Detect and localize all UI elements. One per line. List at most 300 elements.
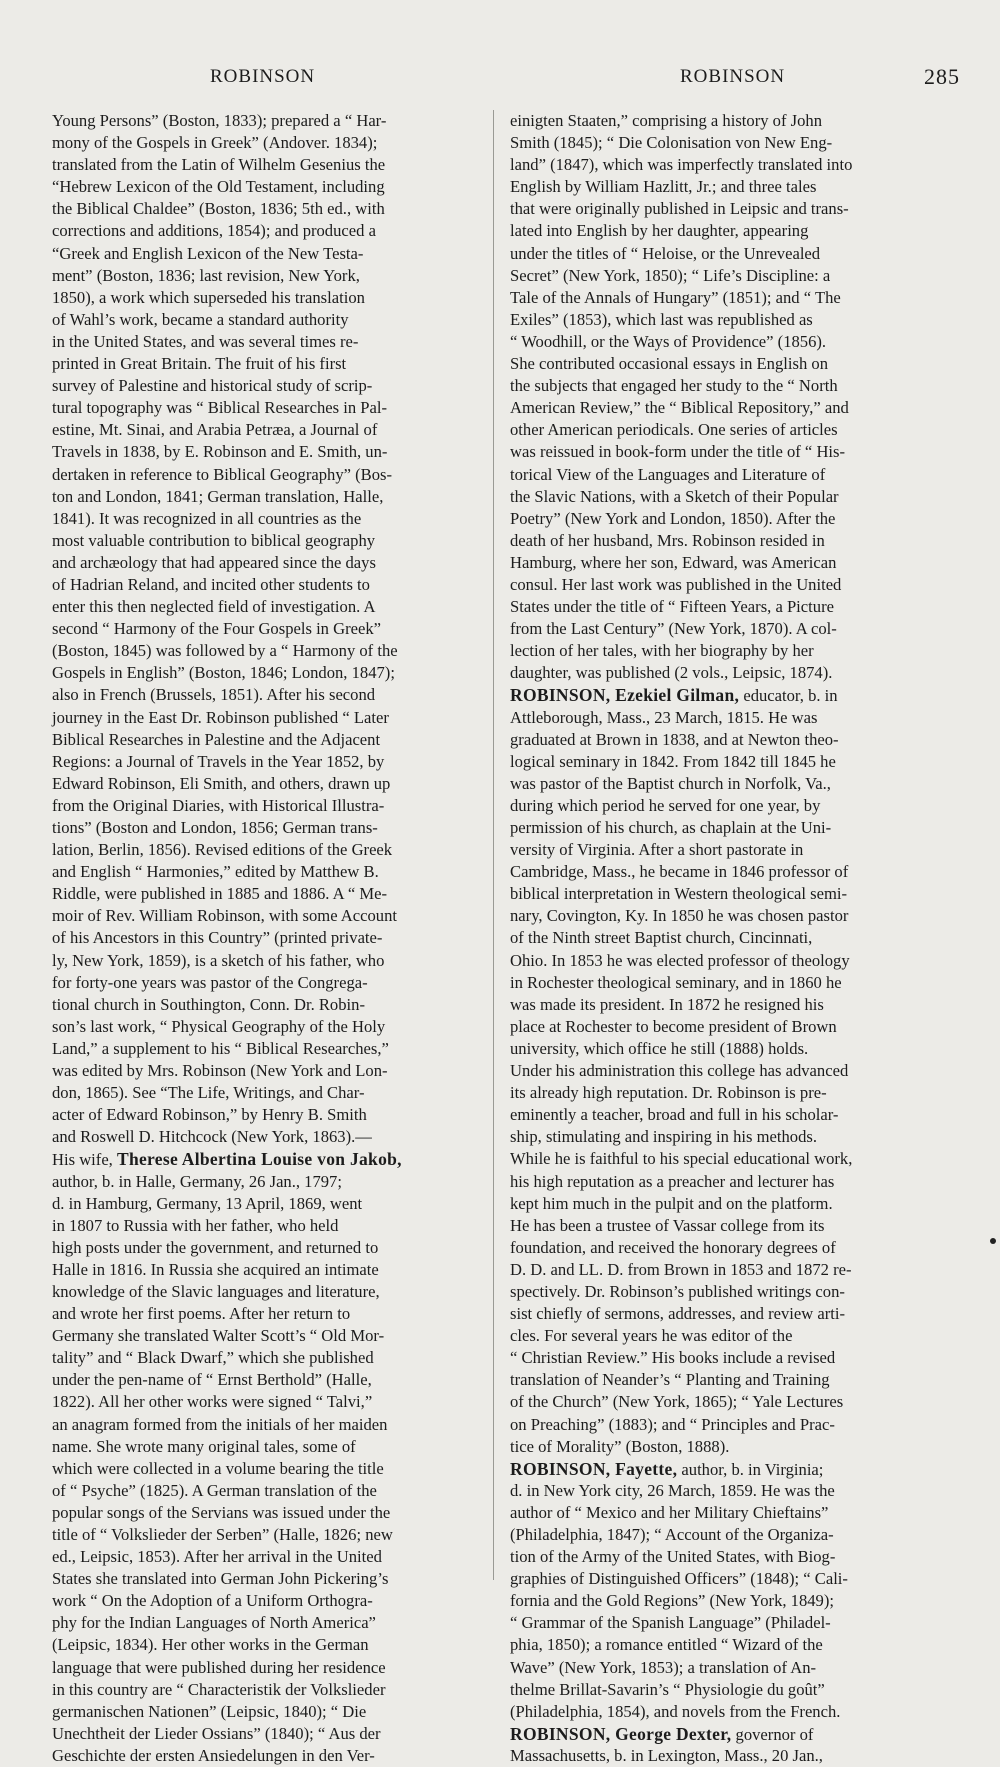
text-line bbox=[52, 1701, 492, 1723]
line-text: Tale of the Annals of Hungary” (1851); and “ The bbox=[510, 287, 841, 307]
line-text: thelme Brillat-Savarin’s “ Physiologie du goût” bbox=[510, 1679, 825, 1699]
line-text: Secret” (New York, 1850); “ Life’s Discipline: a bbox=[510, 265, 831, 285]
text-line bbox=[52, 1104, 492, 1126]
line-text: Riddle, were published in 1885 and 1886. A “ Me- bbox=[52, 884, 388, 904]
line-text: Travels in 1838, by E. Robinson and E. Smith, un- bbox=[52, 442, 388, 462]
line-text: “Greek and English Lexicon of the New Testa- bbox=[52, 243, 364, 263]
line-text: d. in New York city, 26 March, 1859. He was the bbox=[510, 1480, 835, 1500]
text-line bbox=[510, 905, 962, 927]
text-line bbox=[52, 1126, 492, 1148]
text-line bbox=[52, 1502, 492, 1524]
text-line bbox=[52, 1612, 492, 1634]
line-text: acter of Edward Robinson,” by Henry B. Smith bbox=[52, 1105, 367, 1125]
line-text: Exiles” (1853), which last was republished as bbox=[510, 309, 813, 329]
text-line bbox=[52, 1259, 492, 1281]
text-line bbox=[52, 353, 492, 375]
line-text: (Philadelphia, 1854), and novels from the French. bbox=[510, 1701, 841, 1721]
line-text: graphies of Distinguished Officers” (1848); “ Cali- bbox=[510, 1569, 848, 1589]
line-text: in Rochester theological seminary, and in 1860 he bbox=[510, 972, 842, 992]
line-text: Smith (1845); “ Die Colonisation von New Eng- bbox=[510, 133, 833, 153]
line-text: einigten Staaten,” comprising a history of John bbox=[510, 111, 822, 130]
line-text: biblical interpretation in Western theological semi- bbox=[510, 884, 848, 904]
header-right: ROBINSON bbox=[680, 66, 786, 87]
line-text: second “ Harmony of the Four Gospels in Greek” bbox=[52, 619, 382, 639]
line-text: the Slavic Nations, with a Sketch of their Popular bbox=[510, 486, 839, 506]
line-text: enter this then neglected field of investigation. A bbox=[52, 597, 376, 617]
text-line bbox=[52, 419, 492, 441]
text-line bbox=[510, 1082, 962, 1104]
text-line bbox=[52, 684, 492, 706]
line-text: logical seminary in 1842. From 1842 till 1845 he bbox=[510, 751, 836, 771]
line-text: ly, New York, 1859), is a sketch of his father, who bbox=[52, 950, 385, 970]
line-text: that were originally published in Leipsic and trans- bbox=[510, 199, 849, 219]
text-line bbox=[510, 927, 962, 949]
text-line bbox=[52, 530, 492, 552]
text-line bbox=[52, 905, 492, 927]
line-text: an anagram formed from the initials of her maiden bbox=[52, 1414, 388, 1434]
text-line bbox=[52, 198, 492, 220]
text-line bbox=[510, 707, 962, 729]
text-line bbox=[52, 861, 492, 883]
text-line bbox=[52, 464, 492, 486]
line-text: don, 1865). See “The Life, Writings, and Char- bbox=[52, 1083, 365, 1103]
line-text: English by William Hazlitt, Jr.; and three tales bbox=[510, 177, 817, 197]
line-text: Germany she translated Walter Scott’s “ Old Mor- bbox=[52, 1326, 385, 1346]
text-line bbox=[510, 265, 962, 287]
line-text: (Philadelphia, 1847); “ Account of the Organiza- bbox=[510, 1525, 834, 1544]
line-text: popular songs of the Servians was issued under the bbox=[52, 1502, 391, 1522]
line-text: name. She wrote many original tales, some of bbox=[52, 1436, 356, 1456]
right-column bbox=[510, 110, 962, 1767]
line-text: ton and London, 1841; German translation, Halle, bbox=[52, 486, 384, 506]
line-text: Hamburg, where her son, Edward, was American bbox=[510, 552, 837, 572]
line-text: title of “ Volkslieder der Serben” (Halle, 1826; new bbox=[52, 1525, 393, 1544]
line-text: ed., Leipsic, 1853). After her arrival in the United bbox=[52, 1547, 382, 1567]
line-text: and wrote her first poems. After her return to bbox=[52, 1304, 351, 1324]
line-text: printed in Great Britain. The fruit of his first bbox=[52, 354, 347, 374]
line-text: Gospels in English” (Boston, 1846; London, 1847); bbox=[52, 663, 395, 683]
margin-mark bbox=[990, 1238, 996, 1244]
text-line bbox=[510, 1237, 962, 1259]
line-text: She contributed occasional essays in English on bbox=[510, 354, 828, 374]
line-text: for forty-one years was pastor of the Congrega- bbox=[52, 972, 368, 992]
text-line bbox=[52, 1590, 492, 1612]
line-text: from the Original Diaries, with Historical Illustra- bbox=[52, 795, 385, 815]
text-line bbox=[52, 1436, 492, 1458]
line-text: phy for the Indian Languages of North America” bbox=[52, 1613, 376, 1633]
line-text: language that were published during her residence bbox=[52, 1657, 386, 1677]
text-line bbox=[510, 1391, 962, 1413]
line-text: Under his administration this college has advanced bbox=[510, 1061, 849, 1081]
text-line bbox=[52, 1723, 492, 1745]
text-line bbox=[52, 883, 492, 905]
line-text: work “ On the Adoption of a Uniform Orthogra- bbox=[52, 1591, 373, 1611]
line-text: the Biblical Chaldee” (Boston, 1836; 5th ed., with bbox=[52, 199, 385, 219]
line-text: under the pen-name of “ Ernst Berthold” (Halle, bbox=[52, 1370, 372, 1390]
text-line bbox=[52, 265, 492, 287]
line-text: “Hebrew Lexicon of the Old Testament, including bbox=[52, 177, 385, 197]
text-line bbox=[510, 684, 962, 706]
text-line bbox=[52, 574, 492, 596]
running-header bbox=[50, 62, 960, 92]
text-line bbox=[510, 1016, 962, 1038]
text-line bbox=[52, 132, 492, 154]
text-line bbox=[510, 309, 962, 331]
line-text: was edited by Mrs. Robinson (New York and Lon- bbox=[52, 1061, 388, 1081]
line-text: in this country are “ Characteristik der Volkslieder bbox=[52, 1679, 386, 1699]
line-text: moir of Rev. William Robinson, with some Account bbox=[52, 906, 398, 926]
line-text: son’s last work, “ Physical Geography of the Holy bbox=[52, 1016, 386, 1036]
line-text: death of her husband, Mrs. Robinson resided in bbox=[510, 530, 825, 550]
text-line bbox=[510, 618, 962, 640]
text-line bbox=[510, 110, 962, 132]
text-line bbox=[510, 839, 962, 861]
line-text: tural topography was “ Biblical Researches in Pal- bbox=[52, 398, 388, 418]
text-line bbox=[52, 640, 492, 662]
line-text: phia, 1850); a romance entitled “ Wizard of the bbox=[510, 1635, 823, 1655]
text-line bbox=[52, 817, 492, 839]
line-text: versity of Virginia. After a short pastorate in bbox=[510, 840, 804, 860]
line-text: permission of his church, as chaplain at the Uni- bbox=[510, 818, 832, 837]
line-text: was pastor of the Baptist church in Norfolk, Va., bbox=[510, 773, 831, 793]
text-line bbox=[52, 1148, 492, 1170]
text-line bbox=[52, 1303, 492, 1325]
line-text: graduated at Brown in 1838, and at Newton theo- bbox=[510, 729, 839, 749]
line-text: on Preaching” (1883); and “ Principles and Prac- bbox=[510, 1414, 835, 1434]
line-text: his high reputation as a preacher and lecturer has bbox=[510, 1171, 835, 1191]
text-line bbox=[52, 1568, 492, 1590]
text-line bbox=[52, 309, 492, 331]
text-line bbox=[510, 1414, 962, 1436]
line-text: from the Last Century” (New York, 1870). A col- bbox=[510, 619, 837, 639]
line-text: governor of bbox=[731, 1724, 814, 1744]
text-line bbox=[510, 486, 962, 508]
line-text: Geschichte der ersten Ansiedelungen in den Ver- bbox=[52, 1745, 375, 1765]
line-text: journey in the East Dr. Robinson published “ Later bbox=[52, 707, 389, 727]
text-line bbox=[52, 1193, 492, 1215]
text-line bbox=[52, 176, 492, 198]
text-line bbox=[52, 110, 492, 132]
text-line bbox=[510, 883, 962, 905]
text-line bbox=[52, 1215, 492, 1237]
text-line bbox=[510, 353, 962, 375]
line-text: Cambridge, Mass., he became in 1846 professor of bbox=[510, 862, 849, 882]
line-text: estine, Mt. Sinai, and Arabia Petræa, a Journal of bbox=[52, 420, 378, 440]
line-text: 1822). All her other works were signed “ Talvi,” bbox=[52, 1392, 373, 1412]
text-line bbox=[510, 419, 962, 441]
line-text: tion of the Army of the United States, with Biog- bbox=[510, 1547, 836, 1567]
text-line bbox=[510, 861, 962, 883]
line-text: Regions: a Journal of Travels in the Year 1852, by bbox=[52, 751, 385, 771]
text-line bbox=[510, 662, 962, 684]
line-text: Young Persons” (Boston, 1833); prepared a “ Har- bbox=[52, 111, 387, 130]
line-text: other American periodicals. One series of articles bbox=[510, 420, 838, 440]
line-text: of his Ancestors in this Country” (printed private- bbox=[52, 928, 383, 948]
line-text: tality” and “ Black Dwarf,” which she published bbox=[52, 1348, 374, 1368]
line-text: also in French (Brussels, 1851). After his second bbox=[52, 685, 376, 705]
text-line bbox=[52, 331, 492, 353]
text-line bbox=[52, 1038, 492, 1060]
text-line bbox=[510, 1612, 962, 1634]
line-text: His wife, bbox=[52, 1150, 117, 1170]
text-line bbox=[52, 1281, 492, 1303]
line-text: “ Woodhill, or the Ways of Providence” (1856). bbox=[510, 331, 827, 351]
line-text: He has been a trustee of Vassar college from its bbox=[510, 1215, 825, 1235]
text-line bbox=[510, 1215, 962, 1237]
line-text: States under the title of “ Fifteen Years, a Picture bbox=[510, 597, 834, 617]
line-text: of Wahl’s work, became a standard authority bbox=[52, 309, 349, 329]
line-text: its already high reputation. Dr. Robinson is pre- bbox=[510, 1083, 827, 1103]
line-text: author of “ Mexico and her Military Chieftains” bbox=[510, 1502, 829, 1522]
line-text: mony of the Gospels in Greek” (Andover. 1834); bbox=[52, 133, 378, 153]
line-text: nary, Covington, Ky. In 1850 he was chosen pastor bbox=[510, 906, 849, 926]
text-line bbox=[52, 1480, 492, 1502]
text-line bbox=[510, 375, 962, 397]
text-line bbox=[510, 574, 962, 596]
line-text: in the United States, and was several times re- bbox=[52, 331, 359, 351]
text-line bbox=[510, 508, 962, 530]
line-text: kept him much in the pulpit and on the platform. bbox=[510, 1193, 833, 1213]
text-line bbox=[510, 1259, 962, 1281]
line-text: university, which office he still (1888) holds. bbox=[510, 1038, 809, 1058]
text-line bbox=[52, 972, 492, 994]
text-line bbox=[510, 972, 962, 994]
line-text: Attleborough, Mass., 23 March, 1815. He was bbox=[510, 707, 818, 727]
text-line bbox=[52, 662, 492, 684]
line-text: land” (1847), which was imperfectly translated into bbox=[510, 155, 853, 175]
line-text: Biblical Researches in Palestine and the Adjacent bbox=[52, 729, 381, 749]
line-text: lated into English by her daughter, appearing bbox=[510, 221, 809, 241]
line-text: and English “ Harmonies,” edited by Matthew B. bbox=[52, 862, 379, 882]
text-line bbox=[510, 1148, 962, 1170]
text-line bbox=[52, 1414, 492, 1436]
line-text: Halle in 1816. In Russia she acquired an intimate bbox=[52, 1259, 379, 1279]
text-line bbox=[52, 1679, 492, 1701]
line-text: While he is faithful to his special educational work, bbox=[510, 1149, 853, 1169]
text-line bbox=[510, 817, 962, 839]
text-line bbox=[510, 1502, 962, 1524]
text-line bbox=[52, 287, 492, 309]
text-line bbox=[510, 950, 962, 972]
text-line bbox=[510, 552, 962, 574]
text-line bbox=[52, 486, 492, 508]
line-text: and archæology that had appeared since the days bbox=[52, 552, 376, 572]
entry-headword: ROBINSON, George Dexter, bbox=[510, 1723, 732, 1744]
text-line bbox=[52, 707, 492, 729]
line-text: cles. For several years he was editor of the bbox=[510, 1326, 793, 1346]
text-line bbox=[510, 397, 962, 419]
line-text: of the Ninth street Baptist church, Cincinnati, bbox=[510, 928, 813, 948]
text-line bbox=[52, 1237, 492, 1259]
header-left: ROBINSON bbox=[210, 66, 316, 87]
text-line bbox=[510, 1524, 962, 1546]
text-line bbox=[510, 1657, 962, 1679]
text-line bbox=[510, 596, 962, 618]
line-text: “ Grammar of the Spanish Language” (Philadel- bbox=[510, 1613, 831, 1633]
line-text: D. D. and LL. D. from Brown in 1853 and 1872 re- bbox=[510, 1259, 852, 1279]
text-line bbox=[510, 1171, 962, 1193]
column-divider bbox=[493, 110, 494, 1580]
left-column bbox=[52, 110, 492, 1767]
line-text: ship, stimulating and inspiring in his methods. bbox=[510, 1127, 817, 1147]
line-text: of Hadrian Reland, and incited other students to bbox=[52, 574, 370, 594]
text-line bbox=[52, 751, 492, 773]
line-text: Massachusetts, b. in Lexington, Mass., 20 Jan., bbox=[510, 1745, 823, 1765]
text-line bbox=[52, 154, 492, 176]
line-text: fornia and the Gold Regions” (New York, 1849); bbox=[510, 1591, 834, 1611]
line-text: translation of Neander’s “ Planting and Training bbox=[510, 1370, 830, 1390]
text-line bbox=[510, 331, 962, 353]
text-line bbox=[510, 640, 962, 662]
line-text: tional church in Southington, Conn. Dr. Robin- bbox=[52, 994, 365, 1014]
line-text: of “ Psyche” (1825). A German translation of the bbox=[52, 1480, 377, 1500]
text-line bbox=[510, 132, 962, 154]
text-line bbox=[510, 464, 962, 486]
text-line bbox=[52, 1524, 492, 1546]
line-text: under the titles of “ Heloise, or the Unrevealed bbox=[510, 243, 821, 263]
text-line bbox=[52, 1060, 492, 1082]
line-text: Poetry” (New York and London, 1850). After the bbox=[510, 508, 836, 528]
line-text: foundation, and received the honorary degrees of bbox=[510, 1237, 836, 1257]
text-line bbox=[52, 508, 492, 530]
line-text: high posts under the government, and returned to bbox=[52, 1237, 379, 1257]
text-line bbox=[52, 1634, 492, 1656]
text-line bbox=[52, 596, 492, 618]
text-line bbox=[510, 1347, 962, 1369]
text-line bbox=[52, 1016, 492, 1038]
line-text: American Review,” the “ Biblical Repository,” and bbox=[510, 398, 849, 418]
line-text: tions” (Boston and London, 1856; German trans- bbox=[52, 818, 378, 837]
text-line bbox=[510, 1369, 962, 1391]
line-text: daughter, was published (2 vols., Leipsic, 1874). bbox=[510, 663, 833, 683]
text-line bbox=[52, 1391, 492, 1413]
text-line bbox=[52, 618, 492, 640]
text-line bbox=[52, 243, 492, 265]
text-line bbox=[510, 441, 962, 463]
line-text: (Leipsic, 1834). Her other works in the German bbox=[52, 1635, 369, 1655]
text-line bbox=[52, 994, 492, 1016]
line-text: and Roswell D. Hitchcock (New York, 1863).— bbox=[52, 1127, 372, 1147]
text-line bbox=[52, 220, 492, 242]
line-text: 1841). It was recognized in all countries as the bbox=[52, 508, 362, 528]
line-text: place at Rochester to become president of Brown bbox=[510, 1016, 837, 1036]
text-line bbox=[52, 839, 492, 861]
text-line bbox=[510, 1104, 962, 1126]
line-text: “ Christian Review.” His books include a revised bbox=[510, 1348, 836, 1368]
line-text: (Boston, 1845) was followed by a “ Harmony of the bbox=[52, 641, 398, 661]
text-line bbox=[52, 397, 492, 419]
text-line bbox=[52, 729, 492, 751]
entry-headword: Therese Albertina Louise von Jakob, bbox=[116, 1149, 402, 1170]
text-line bbox=[510, 1303, 962, 1325]
line-text: in 1807 to Russia with her father, who held bbox=[52, 1215, 339, 1235]
line-text: was made its president. In 1872 he resigned his bbox=[510, 994, 824, 1014]
line-text: survey of Palestine and historical study of scrip- bbox=[52, 376, 373, 396]
text-line bbox=[52, 1082, 492, 1104]
line-text: consul. Her last work was published in the United bbox=[510, 574, 842, 594]
text-line bbox=[52, 552, 492, 574]
line-text: knowledge of the Slavic languages and literature, bbox=[52, 1281, 380, 1301]
line-text: Wave” (New York, 1853); a translation of An- bbox=[510, 1657, 817, 1677]
text-line bbox=[52, 1325, 492, 1347]
text-line bbox=[510, 1480, 962, 1502]
text-line bbox=[52, 927, 492, 949]
text-line bbox=[510, 287, 962, 309]
text-line bbox=[510, 1436, 962, 1458]
text-line bbox=[510, 1634, 962, 1656]
line-text: during which period he served for one year, by bbox=[510, 795, 821, 815]
page-number: 285 bbox=[924, 64, 960, 89]
line-text: Unechtheit der Lieder Ossians” (1840); “ Aus der bbox=[52, 1723, 381, 1743]
text-line bbox=[52, 1171, 492, 1193]
line-text: spectively. Dr. Robinson’s published writings con- bbox=[510, 1281, 845, 1301]
text-line bbox=[52, 1347, 492, 1369]
line-text: torical View of the Languages and Literature of bbox=[510, 464, 826, 484]
line-text: ment” (Boston, 1836; last revision, New York, bbox=[52, 265, 360, 285]
line-text: Land,” a supplement to his “ Biblical Researches,” bbox=[52, 1038, 389, 1058]
text-line bbox=[52, 950, 492, 972]
text-line bbox=[510, 243, 962, 265]
text-line bbox=[510, 530, 962, 552]
line-text: corrections and additions, 1854); and produced a bbox=[52, 221, 376, 241]
text-line bbox=[52, 1745, 492, 1767]
text-line bbox=[510, 1193, 962, 1215]
text-line bbox=[52, 1369, 492, 1391]
text-line bbox=[52, 1458, 492, 1480]
text-line bbox=[510, 795, 962, 817]
text-line bbox=[52, 795, 492, 817]
line-text: translated from the Latin of Wilhelm Gesenius the bbox=[52, 155, 386, 175]
line-text: which were collected in a volume bearing the title bbox=[52, 1458, 384, 1478]
line-text: 1850), a work which superseded his translation bbox=[52, 287, 365, 307]
line-text: author, b. in Halle, Germany, 26 Jan., 1797; bbox=[52, 1171, 342, 1191]
text-line bbox=[510, 220, 962, 242]
text-line bbox=[52, 441, 492, 463]
text-line bbox=[52, 375, 492, 397]
line-text: d. in Hamburg, Germany, 13 April, 1869, went bbox=[52, 1193, 363, 1213]
line-text: was reissued in book-form under the title of “ His- bbox=[510, 442, 846, 462]
text-line bbox=[52, 773, 492, 795]
text-line bbox=[510, 1126, 962, 1148]
text-line bbox=[510, 1038, 962, 1060]
text-line bbox=[510, 1745, 962, 1767]
text-line bbox=[510, 1546, 962, 1568]
text-line bbox=[510, 751, 962, 773]
entry-headword: ROBINSON, Ezekiel Gilman, bbox=[510, 685, 740, 706]
text-line bbox=[510, 1325, 962, 1347]
entry-headword: ROBINSON, Fayette, bbox=[510, 1458, 678, 1479]
line-text: tice of Morality” (Boston, 1888). bbox=[510, 1436, 730, 1456]
line-text: Edward Robinson, Eli Smith, and others, drawn up bbox=[52, 773, 391, 793]
line-text: eminently a teacher, broad and full in his scholar- bbox=[510, 1105, 839, 1125]
line-text: States she translated into German John Pickering’s bbox=[52, 1569, 389, 1589]
line-text: of the Church” (New York, 1865); “ Yale Lectures bbox=[510, 1392, 844, 1412]
line-text: lation, Berlin, 1856). Revised editions of the Greek bbox=[52, 840, 393, 860]
text-line bbox=[510, 154, 962, 176]
text-line bbox=[510, 1281, 962, 1303]
text-line bbox=[510, 729, 962, 751]
line-text: educator, b. in bbox=[739, 686, 838, 706]
line-text: sist chiefly of sermons, addresses, and review arti- bbox=[510, 1304, 846, 1324]
text-line bbox=[52, 1546, 492, 1568]
text-line bbox=[510, 994, 962, 1016]
text-line bbox=[52, 1657, 492, 1679]
text-line bbox=[510, 198, 962, 220]
text-line bbox=[510, 1060, 962, 1082]
line-text: the subjects that engaged her study to the “ North bbox=[510, 376, 838, 396]
line-text: Ohio. In 1853 he was elected professor of theology bbox=[510, 950, 850, 970]
line-text: dertaken in reference to Biblical Geography” (Bos- bbox=[52, 464, 393, 484]
